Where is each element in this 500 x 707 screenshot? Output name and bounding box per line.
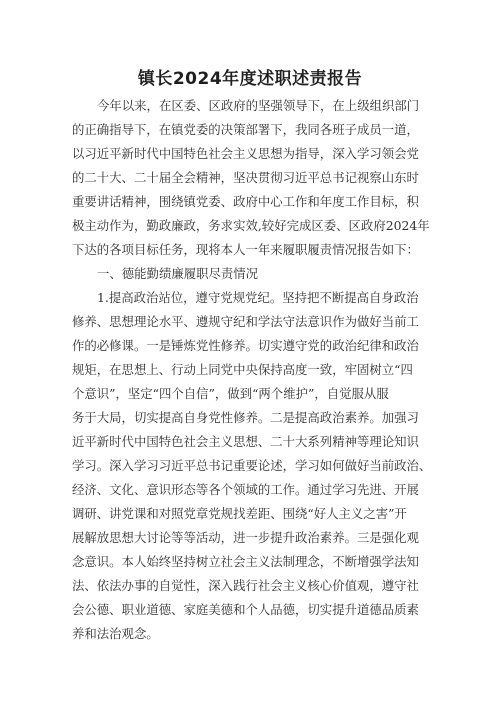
paragraph-line: 养和法治观念。	[72, 626, 159, 641]
paragraph-line: 作的必修课。一是锤炼党性修养。切实遵守党的政治纪律和政治	[72, 338, 419, 353]
paragraph-line: 务于大局，切实提高自身党性修养。二是提高政治素养。加强习	[72, 410, 419, 425]
document-title: 镇长2024年度述职述责报告	[137, 69, 363, 89]
paragraph-line: 规矩，在思想上、行动上同党中央保持高度一致，牢固树立“四	[72, 362, 413, 377]
paragraph-line: 的正确指导下，在镇党委的决策部署下，我同各班子成员一道，	[72, 122, 419, 137]
paragraph-line: 以习近平新时代中国特色社会主义思想为指导，深入学习领会党	[72, 146, 419, 161]
paragraph-line: 下达的各项目标任务，现将本人一年来履职履责情况报告如下：	[72, 242, 419, 257]
paragraph-line: 经济、文化、意识形态等各个领域的工作。通过学习先进、开展	[72, 482, 419, 497]
paragraph-line: 会公德、职业道德、家庭美德和个人品德，切实提升道德品质素	[72, 602, 419, 617]
section-heading: 一、德能勤绩廉履职尽责情况	[97, 266, 259, 281]
paragraph-line: 个意识”，坚定“四个自信”，做到“两个维护”，自觉服从服	[72, 386, 389, 401]
paragraph-line: 调研、讲党课和对照党章党规找差距、围绕“好人主义之害”开	[72, 506, 407, 521]
paragraph-line: 极主动作为，勤政廉政，务求实效,较好完成区委、区政府2024年	[72, 218, 430, 233]
paragraph-line: 学习。深入学习习近平总书记重要论述，学习如何做好当前政治、	[72, 458, 432, 473]
paragraph-line: 近平新时代中国特色社会主义思想、二十大系列精神等理论知识	[72, 434, 419, 449]
paragraph-line: 修养、思想理论水平、遵规守纪和学法守法意识作为做好当前工	[72, 314, 419, 329]
paragraph-line: 法、依法办事的自觉性，深入践行社会主义核心价值观，遵守社	[72, 578, 419, 593]
paragraph-line: 念意识。本人始终坚持树立社会主义法制理念，不断增强学法知	[72, 554, 419, 569]
paragraph-line: 重要讲话精神，围绕镇党委、政府中心工作和年度工作目标，积	[72, 194, 419, 209]
paragraph-line: 今年以来，在区委、区政府的坚强领导下，在上级组织部门	[97, 98, 420, 113]
paragraph-line: 展解放思想大讨论等等活动，进一步提升政治素养。三是强化观	[72, 530, 419, 545]
paragraph-line: 的二十大、二十届全会精神，坚决贯彻习近平总书记视察山东时	[72, 170, 419, 185]
paragraph-line: 1.提高政治站位，遵守党规党纪。坚持把不断提高自身政治	[97, 290, 419, 305]
